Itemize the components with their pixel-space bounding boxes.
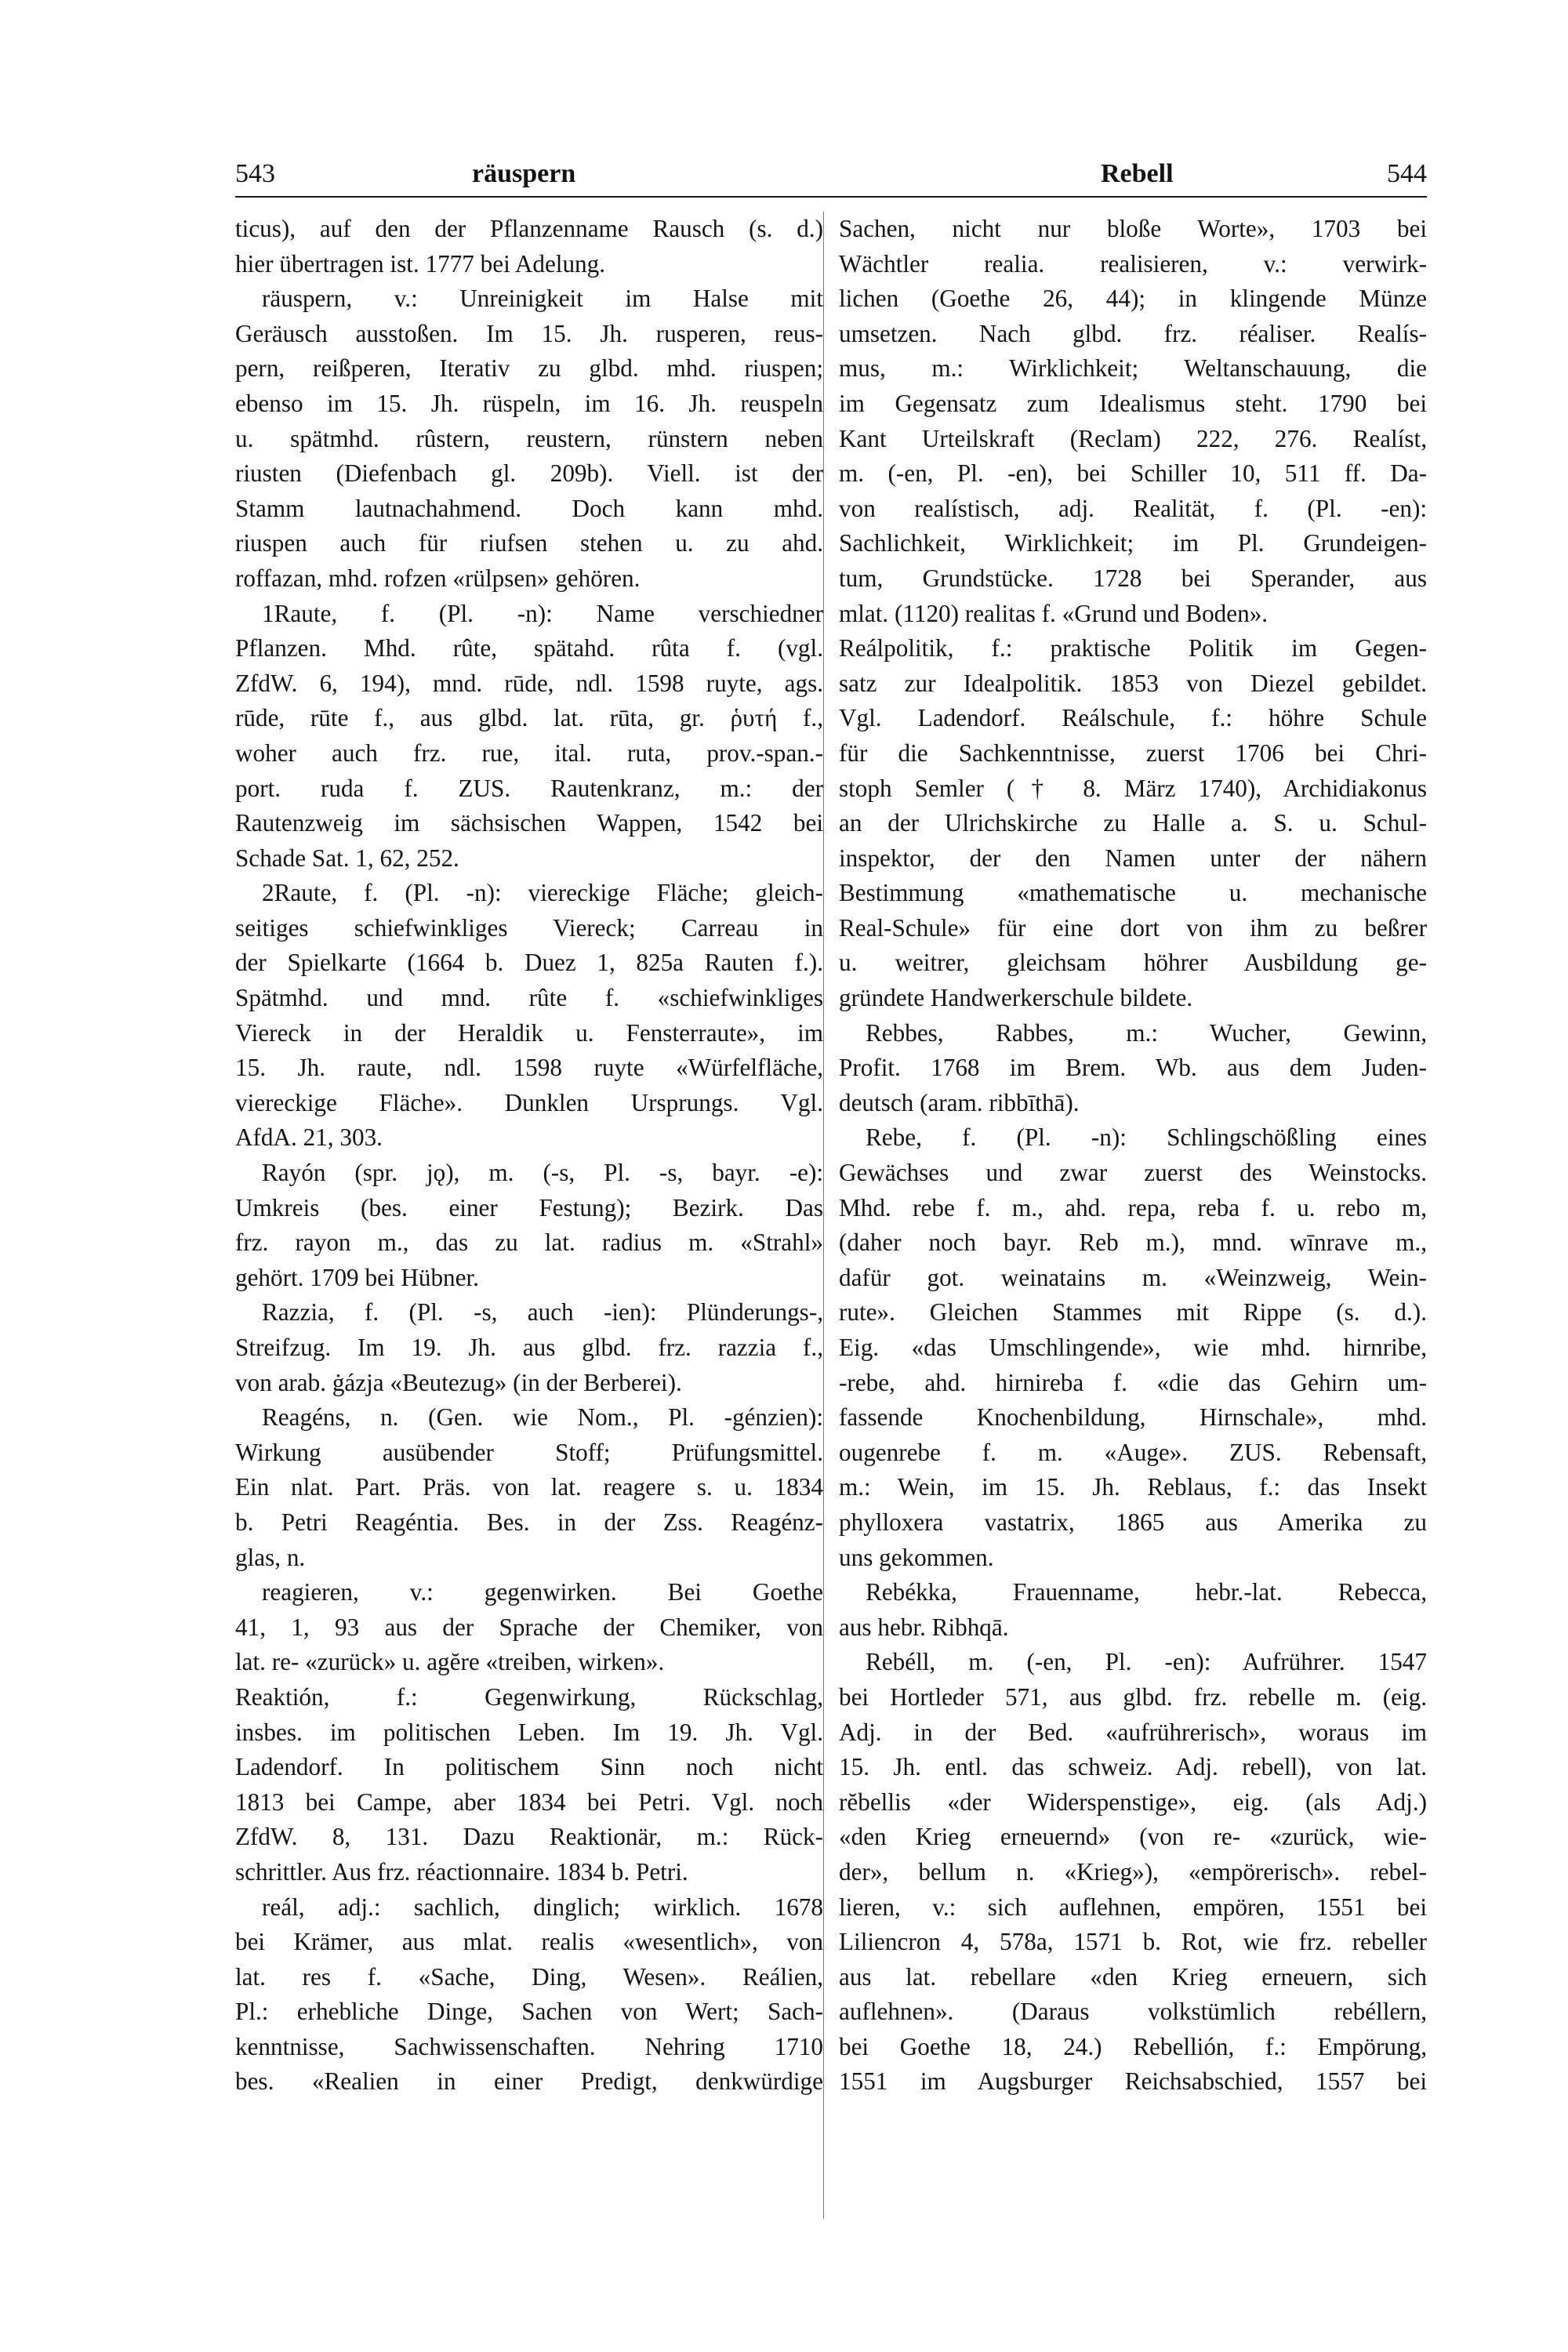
text-line: Spätmhd. und mnd. rûte f. «schiefwinkliges xyxy=(235,984,823,1012)
text-line: ticus), auf den der Pflanzenname Rausch (s. d.) xyxy=(235,215,823,242)
text-line: Wächtler realia. realisieren, v.: verwirk- xyxy=(839,249,1427,278)
text-line: 1813 bei Campe, aber 1834 bei Petri. Vgl. noch xyxy=(235,1788,823,1816)
text-line: Stamm lautnachahmend. Doch kann mhd. xyxy=(235,494,823,522)
text-line: frz. rayon m., das zu lat. radius m. «Strahl» xyxy=(235,1229,823,1257)
text-line: glas, n. xyxy=(235,1543,306,1571)
text-line: Eig. «das Umschlingende», wie mhd. hirnribe, xyxy=(839,1334,1427,1361)
text-line: Kant Urteilskraft (Reclam) 222, 276. Realíst, xyxy=(839,424,1427,452)
text-line: von realístisch, adj. Realität, f. (Pl. -en): xyxy=(839,494,1427,522)
text-line: Sachlichkeit, Wirklichkeit; im Pl. Grundeigen- xyxy=(839,529,1427,557)
text-line: Rebbes, Rabbes, m.: Wucher, Gewinn, xyxy=(866,1018,1427,1047)
text-line: 2Raute, f. (Pl. -n): viereckige Fläche; gleich- xyxy=(262,879,823,907)
text-line: an der Ulrichskirche zu Halle a. S. u. Schul- xyxy=(839,809,1427,837)
text-line: hier übertragen ist. 1777 bei Adelung. xyxy=(235,249,606,278)
text-line: u. spätmhd. rûstern, reustern, rünstern neben xyxy=(235,424,823,452)
text-line: dafür got. weinatains m. «Weinzweig, Wein- xyxy=(839,1263,1427,1291)
text-line: -rebe, ahd. hirnireba f. «die das Gehirn um- xyxy=(839,1368,1427,1396)
text-line: stoph Semler († 8. März 1740), Archidiakonus xyxy=(839,774,1427,802)
text-line: Ein nlat. Part. Präs. von lat. reagere s. u. 1834 xyxy=(235,1473,823,1501)
text-line: 1551 im Augsburger Reichsabschied, 1557 bei xyxy=(839,2067,1427,2096)
text-line: Profit. 1768 im Brem. Wb. aus dem Juden- xyxy=(839,1054,1427,1082)
text-line: Bestimmung «mathematische u. mechanische xyxy=(839,879,1427,907)
text-line: Mhd. rebe f. m., ahd. repa, reba f. u. rebo m, xyxy=(839,1193,1427,1221)
text-line: AfdA. 21, 303. xyxy=(235,1123,383,1152)
text-line: kenntnisse, Sachwissenschaften. Nehring 1710 xyxy=(235,2032,823,2060)
page-number-right: 544 xyxy=(1387,159,1427,188)
text-line: u. weitrer, gleichsam höhrer Ausbildung ge- xyxy=(839,949,1427,977)
text-line: aus hebr. Ribhqā. xyxy=(839,1613,1009,1641)
text-line: 15. Jh. raute, ndl. 1598 ruyte «Würfelfläche, xyxy=(235,1054,823,1082)
text-line: Umkreis (bes. einer Festung); Bezirk. Das xyxy=(235,1193,823,1221)
text-line: deutsch (aram. ribbīthā). xyxy=(839,1088,1080,1116)
text-line: satz zur Idealpolitik. 1853 von Diezel gebildet. xyxy=(839,669,1427,697)
text-line: Rautenzweig im sächsischen Wappen, 1542 bei xyxy=(235,809,823,837)
text-line: 41, 1, 93 aus der Sprache der Chemiker, von xyxy=(235,1613,823,1641)
text-line: bei Hortleder 571, aus glbd. frz. rebelle m. (eig. xyxy=(839,1682,1427,1711)
text-line: b. Petri Reagéntia. Bes. in der Zss. Reagénz- xyxy=(235,1508,823,1536)
text-line: rūde, rūte f., aus glbd. lat. rūta, gr. ῥυτή f., xyxy=(235,704,823,732)
text-line: Pl.: erhebliche Dinge, Sachen von Wert; Sach- xyxy=(235,1998,823,2026)
text-line: riuspen auch für riufsen stehen u. zu ahd. xyxy=(235,529,823,557)
text-line: lieren, v.: sich auflehnen, empören, 1551 bei xyxy=(839,1893,1427,1921)
text-line: Pflanzen. Mhd. rûte, spätahd. rûta f. (vgl. xyxy=(235,634,823,662)
text-line: auflehnen». (Daraus volkstümlich rebéllern, xyxy=(839,1998,1427,2026)
text-line: Sachen, nicht nur bloße Worte», 1703 bei xyxy=(839,215,1427,242)
header-guide-word-right: Rebell xyxy=(1101,159,1174,188)
column-right xyxy=(839,212,1427,2100)
text-line: bes. «Realien in einer Predigt, denkwürdige xyxy=(235,2067,823,2096)
text-line: räuspern, v.: Unreinigkeit im Halse mit xyxy=(262,285,823,313)
text-line: lichen (Goethe 26, 44); in klingende Münze xyxy=(839,285,1427,313)
text-line: Schade Sat. 1, 62, 252. xyxy=(235,844,459,872)
text-line: reagieren, v.: gegenwirken. Bei Goethe xyxy=(262,1578,823,1606)
text-line: mus, m.: Wirklichkeit; Weltanschauung, die xyxy=(839,354,1427,383)
text-line: rĕbellis «der Widerspenstige», eig. (als Adj.) xyxy=(839,1788,1427,1816)
text-line: Vgl. Ladendorf. Reálschule, f.: höhre Schule xyxy=(839,704,1427,732)
text-line: Wirkung ausübender Stoff; Prüfungsmittel. xyxy=(235,1438,823,1466)
text-line: Rebéll, m. (-en, Pl. -en): Aufrührer. 1547 xyxy=(866,1648,1427,1676)
text-line: seitiges schiefwinkliges Viereck; Carreau in xyxy=(235,913,823,942)
text-line: von arab. ġázja «Beutezug» (in der Berberei). xyxy=(235,1368,682,1396)
text-line: «den Krieg erneuernd» (von re- «zurück, wie- xyxy=(839,1823,1427,1851)
text-line: gründete Handwerkerschule bildete. xyxy=(839,984,1193,1012)
text-line: Adj. in der Bed. «aufrührerisch», woraus im xyxy=(839,1718,1427,1746)
text-line: ebenso im 15. Jh. rüspeln, im 16. Jh. reuspeln xyxy=(235,389,823,417)
text-line: schrittler. Aus frz. réactionnaire. 1834 b. Petri. xyxy=(235,1857,688,1886)
text-line: riusten (Diefenbach gl. 209b). Viell. ist der xyxy=(235,459,823,488)
text-line: der», bellum n. «Krieg»), «empörerisch». rebel- xyxy=(839,1857,1427,1886)
text-line: uns gekommen. xyxy=(839,1543,994,1571)
text-line: 1Raute, f. (Pl. -n): Name verschiedner xyxy=(262,599,823,627)
column-left xyxy=(235,212,823,2100)
text-line: Geräusch ausstoßen. Im 15. Jh. rusperen, reus- xyxy=(235,319,823,347)
text-line: m.: Wein, im 15. Jh. Reblaus, f.: das Insekt xyxy=(839,1473,1427,1501)
text-line: rute». Gleichen Stammes mit Rippe (s. d.). xyxy=(839,1298,1427,1327)
text-line: Real-Schule» für eine dort von ihm zu beßrer xyxy=(839,913,1427,942)
text-line: Viereck in der Heraldik u. Fensterraute», im xyxy=(235,1018,823,1047)
text-line: roffazan, mhd. rofzen «rülpsen» gehören. xyxy=(235,564,641,592)
text-line: Streifzug. Im 19. Jh. aus glbd. frz. razzia f., xyxy=(235,1334,823,1361)
text-line: gehört. 1709 bei Hübner. xyxy=(235,1263,479,1291)
text-line: Razzia, f. (Pl. -s, auch -ien): Plünderungs-, xyxy=(262,1298,823,1327)
text-line: Liliencron 4, 578a, 1571 b. Rot, wie frz. rebeller xyxy=(839,1928,1427,1956)
text-line: (daher noch bayr. Reb m.), mnd. wīnrave m., xyxy=(839,1229,1427,1257)
column-divider xyxy=(823,212,824,2219)
text-line: lat. res f. «Sache, Ding, Wesen». Reálien, xyxy=(235,1962,823,1991)
text-line: im Gegensatz zum Idealismus steht. 1790 bei xyxy=(839,389,1427,417)
text-line: Reálpolitik, f.: praktische Politik im Gegen- xyxy=(839,634,1427,662)
text-line: lat. re- «zurück» u. agĕre «treiben, wirken». xyxy=(235,1648,665,1676)
text-line: Reagéns, n. (Gen. wie Nom., Pl. -génzien): xyxy=(262,1403,823,1432)
text-line: 15. Jh. entl. das schweiz. Adj. rebell), von lat. xyxy=(839,1753,1427,1781)
text-line: Ladendorf. In politischem Sinn noch nicht xyxy=(235,1753,823,1781)
text-line: ZfdW. 8, 131. Dazu Reaktionär, m.: Rück- xyxy=(235,1823,823,1851)
text-line: viereckige Fläche». Dunklen Ursprungs. Vgl. xyxy=(235,1088,823,1116)
text-line: inspektor, der den Namen unter der nähern xyxy=(839,844,1427,872)
text-line: Reaktión, f.: Gegenwirkung, Rückschlag, xyxy=(235,1682,823,1711)
text-line: fassende Knochenbildung, Hirnschale», mhd. xyxy=(839,1403,1427,1432)
text-line: port. ruda f. ZUS. Rautenkranz, m.: der xyxy=(235,774,823,802)
text-line: aus lat. rebellare «den Krieg erneuern, sich xyxy=(839,1962,1427,1991)
text-line: reál, adj.: sachlich, dinglich; wirklich. 1678 xyxy=(262,1893,823,1921)
page-number-left: 543 xyxy=(235,159,275,188)
text-line: für die Sachkenntnisse, zuerst 1706 bei Chri- xyxy=(839,739,1427,767)
text-line: m. (-en, Pl. -en), bei Schiller 10, 511 ff. Da- xyxy=(839,459,1427,488)
text-line: pern, reißperen, Iterativ zu glbd. mhd. riuspen; xyxy=(235,354,823,383)
text-line: woher auch frz. rue, ital. ruta, prov.-span.- xyxy=(235,739,823,767)
header-guide-word-left: räuspern xyxy=(472,159,576,188)
text-line: insbes. im politischen Leben. Im 19. Jh. Vgl. xyxy=(235,1718,823,1746)
text-line: Rayón (spr. jǫ), m. (-s, Pl. -s, bayr. -e): xyxy=(262,1159,823,1187)
text-line: Rebékka, Frauenname, hebr.-lat. Rebecca, xyxy=(866,1578,1427,1606)
text-line: Gewächses und zwar zuerst des Weinstocks. xyxy=(839,1159,1427,1187)
text-line: mlat. (1120) realitas f. «Grund und Boden». xyxy=(839,599,1269,627)
page-header xyxy=(235,154,1427,194)
text-line: der Spielkarte (1664 b. Duez 1, 825a Rauten f.). xyxy=(235,949,823,977)
text-line: bei Goethe 18, 24.) Rebellión, f.: Empörung, xyxy=(839,2032,1427,2060)
text-line: bei Krämer, aus mlat. realis «wesentlich», von xyxy=(235,1928,823,1956)
header-rule xyxy=(235,196,1427,198)
text-line: ougenrebe f. m. «Auge». ZUS. Rebensaft, xyxy=(839,1438,1427,1466)
text-line: phylloxera vastatrix, 1865 aus Amerika zu xyxy=(839,1508,1427,1536)
text-line: ZfdW. 6, 194), mnd. rūde, ndl. 1598 ruyte, ags. xyxy=(235,669,823,697)
text-line: umsetzen. Nach glbd. frz. réaliser. Realís- xyxy=(839,319,1427,347)
text-line: tum, Grundstücke. 1728 bei Sperander, aus xyxy=(839,564,1427,592)
text-line: Rebe, f. (Pl. -n): Schlingschößling eines xyxy=(866,1123,1427,1152)
